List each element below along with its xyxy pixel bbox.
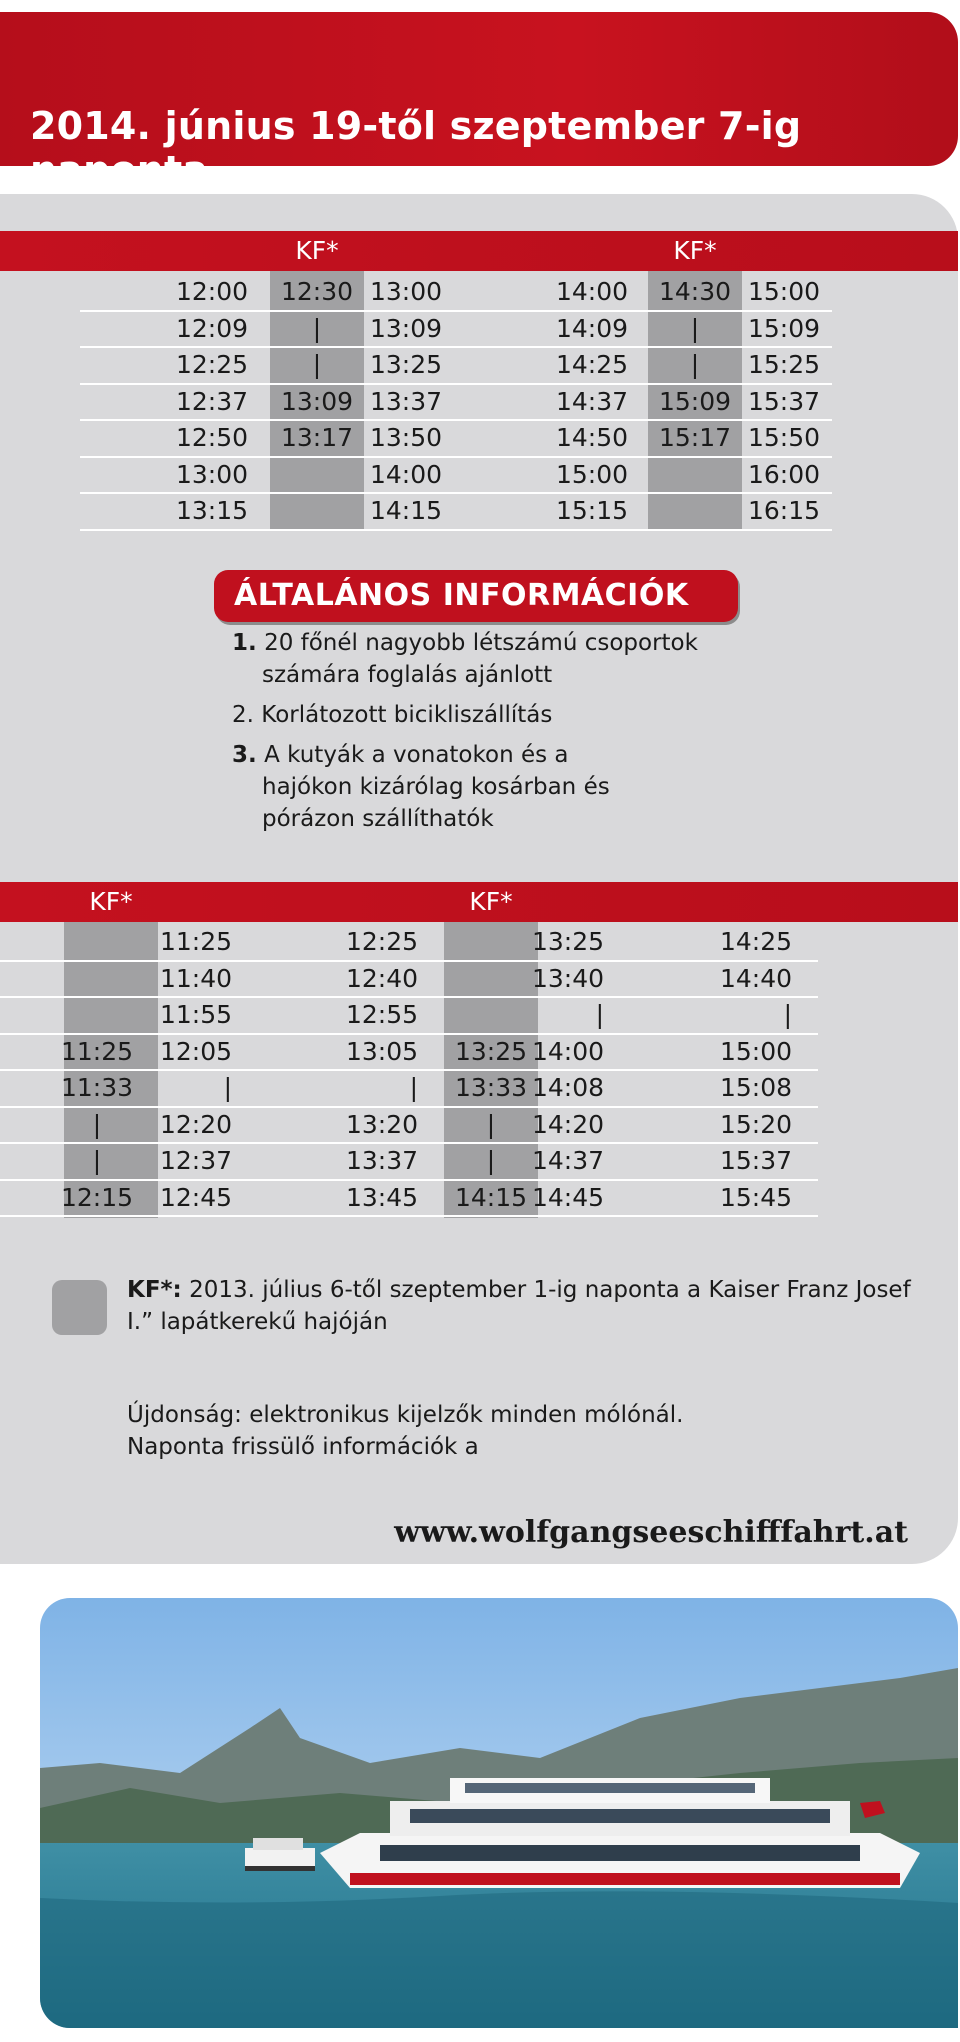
info-title: ÁLTALÁNOS INFORMÁCIÓK <box>234 578 689 613</box>
top-cell: 12:30 <box>280 277 354 306</box>
bottom-cell: 15:08 <box>719 1073 792 1102</box>
top-cell: 15:25 <box>747 350 820 379</box>
top-row-divider <box>80 529 832 531</box>
website-link[interactable]: www.wolfgangseeschifffahrt.at <box>394 1515 908 1550</box>
news-block <box>127 1399 683 1463</box>
bottom-cell: 11:25 <box>159 927 232 956</box>
bottom-cell: 14:40 <box>719 963 792 993</box>
bottom-cell: 11:55 <box>159 1000 232 1029</box>
top-cell <box>270 457 364 493</box>
bottom-cell: 12:15 <box>60 1182 134 1212</box>
bottom-row-divider <box>0 1215 818 1217</box>
bottom-cell: 11:40 <box>159 963 232 993</box>
bottom-cell: 14:15 <box>454 1182 528 1212</box>
bottom-cell: | <box>92 1146 102 1175</box>
top-cell: 12:25 <box>175 350 248 379</box>
top-table-header-bar <box>0 231 958 271</box>
bottom-cell: 14:37 <box>531 1146 604 1175</box>
bottom-cell: | <box>486 1146 496 1175</box>
info-heading-pill <box>214 570 738 622</box>
news-line-2: Naponta frissülő információk a <box>127 1434 479 1460</box>
bottom-cell: | <box>595 1000 604 1029</box>
bottom-cell: | <box>783 1000 792 1029</box>
info-item-number: 2. <box>232 702 254 728</box>
bottom-cell: 11:25 <box>60 1036 134 1066</box>
top-cell: 13:25 <box>369 350 442 379</box>
bottom-cell: 13:33 <box>454 1073 528 1102</box>
top-cell: 13:00 <box>369 277 442 306</box>
lake-boat-illustration <box>40 1598 958 2028</box>
bottom-cell: 13:20 <box>345 1109 418 1139</box>
bottom-cell: 13:45 <box>345 1182 418 1212</box>
top-cell <box>648 457 742 493</box>
info-item-3-cont2: pórázon szállíthatók <box>262 806 494 832</box>
top-cell: | <box>312 313 322 343</box>
top-cell: 14:30 <box>658 277 732 306</box>
top-kf-label-1: KF* <box>295 236 339 265</box>
bottom-cell: 14:25 <box>719 927 792 956</box>
news-line-1: Újdonság: elektronikus kijelzők minden mólónál. <box>127 1402 684 1428</box>
bottom-cell: 12:45 <box>159 1182 232 1212</box>
top-cell: 12:50 <box>175 423 248 452</box>
top-cell: 12:00 <box>175 277 248 306</box>
top-cell: 12:09 <box>175 313 248 343</box>
bottom-cell <box>50 961 144 997</box>
bottom-cell: 11:33 <box>60 1073 134 1102</box>
top-cell: | <box>312 350 322 379</box>
bottom-kf-label-2: KF* <box>469 887 513 916</box>
info-item-number: 1. <box>232 630 257 656</box>
bottom-cell: | <box>409 1073 418 1102</box>
top-cell: 12:37 <box>175 386 248 416</box>
page-title: 2014. június 19-től szeptember 7-ig naponta <box>30 104 802 192</box>
bottom-cell: 13:05 <box>345 1036 418 1066</box>
top-cell: 13:09 <box>280 386 354 416</box>
bottom-cell: 14:08 <box>531 1073 604 1102</box>
top-cell: 14:00 <box>369 459 442 489</box>
bottom-cell: 12:37 <box>159 1146 232 1175</box>
bottom-cell: 14:45 <box>531 1182 604 1212</box>
kf-legend-swatch <box>52 1280 107 1335</box>
kf-legend-description: 2013. július 6-től szeptember 1-ig naponta a Kaiser Franz Josef I.” lapátkerekű hajóján <box>127 1277 911 1335</box>
top-cell: 15:37 <box>747 386 820 416</box>
info-item-text: Korlátozott bicikliszállítás <box>261 702 553 728</box>
bottom-cell: 15:37 <box>719 1146 792 1175</box>
bottom-kf-label-1: KF* <box>89 887 133 916</box>
bottom-cell: 14:20 <box>531 1109 604 1139</box>
bottom-cell: 12:55 <box>345 1000 418 1029</box>
top-cell: 14:25 <box>555 350 628 379</box>
top-cell: 14:37 <box>555 386 628 416</box>
bottom-cell: 15:45 <box>719 1182 792 1212</box>
top-cell: | <box>690 313 700 343</box>
top-cell: | <box>690 350 700 379</box>
bottom-cell: 13:25 <box>454 1036 528 1066</box>
bottom-cell: | <box>223 1073 232 1102</box>
bottom-cell: | <box>92 1109 102 1139</box>
top-cell: 13:15 <box>175 496 248 525</box>
bottom-cell: 13:40 <box>531 963 604 993</box>
top-cell: 13:17 <box>280 423 354 452</box>
bottom-cell <box>50 924 144 960</box>
top-cell: 16:15 <box>747 496 820 525</box>
bottom-cell: 12:25 <box>345 927 418 956</box>
info-item-text: A kutyák a vonatokon és a <box>264 742 569 768</box>
top-cell: 15:00 <box>747 277 820 306</box>
bottom-cell: 14:00 <box>531 1036 604 1066</box>
top-cell: 15:15 <box>555 496 628 525</box>
top-cell: 15:09 <box>747 313 820 343</box>
top-cell: 13:09 <box>369 313 442 343</box>
bottom-cell: 12:40 <box>345 963 418 993</box>
info-item-3-cont: hajókon kizárólag kosárban és <box>262 774 610 800</box>
info-item-1 <box>232 627 698 659</box>
top-cell: 14:00 <box>555 277 628 306</box>
bottom-cell: 12:20 <box>159 1109 232 1139</box>
info-item-3 <box>232 739 569 771</box>
top-cell <box>648 493 742 529</box>
top-cell: 13:00 <box>175 459 248 489</box>
lake-boat-photo <box>40 1598 958 2028</box>
info-item-text: 20 főnél nagyobb létszámú csoportok <box>264 630 698 656</box>
top-kf-label-2: KF* <box>673 236 717 265</box>
bottom-cell: 13:37 <box>345 1146 418 1175</box>
top-cell: 13:50 <box>369 423 442 452</box>
bottom-cell: 15:00 <box>719 1036 792 1066</box>
top-cell: 15:00 <box>555 459 628 489</box>
bottom-cell: 13:25 <box>531 927 604 956</box>
top-cell <box>270 493 364 529</box>
top-cell: 14:09 <box>555 313 628 343</box>
top-cell: 15:50 <box>747 423 820 452</box>
kf-legend-text <box>127 1274 927 1338</box>
bottom-cell: 12:05 <box>159 1036 232 1066</box>
info-item-2 <box>232 699 552 731</box>
bottom-cell: | <box>486 1109 496 1139</box>
info-item-number: 3. <box>232 742 257 768</box>
top-cell: 16:00 <box>747 459 820 489</box>
bottom-cell: 15:20 <box>719 1109 792 1139</box>
info-item-1-cont: számára foglalás ajánlott <box>262 662 553 688</box>
top-cell: 14:15 <box>369 496 442 525</box>
header-banner <box>0 12 958 192</box>
kf-legend-key: KF*: <box>127 1277 182 1303</box>
top-cell: 14:50 <box>555 423 628 452</box>
bottom-cell <box>50 997 144 1033</box>
top-cell: 15:09 <box>658 386 732 416</box>
top-cell: 13:37 <box>369 386 442 416</box>
top-cell: 15:17 <box>658 423 732 452</box>
